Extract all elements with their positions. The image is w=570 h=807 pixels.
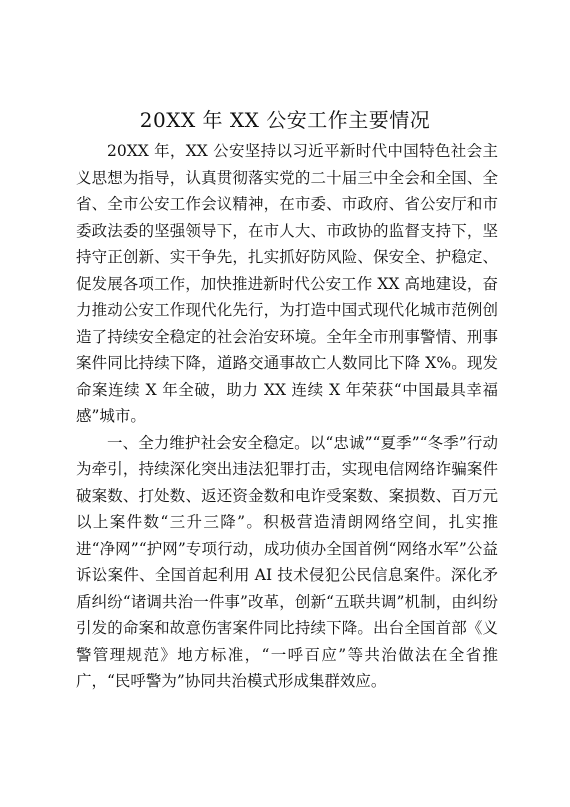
document-title: 20XX 年 XX 公安工作主要情况 — [139, 108, 431, 132]
paragraph-intro: 20XX 年，XX 公安坚持以习近平新时代中国特色社会主义思想为指导，认真贯彻落实党的二十届三中全会和全国、全省、全市公安工作会议精神，在市委、市政府、省公安厅和市委政法委的坚强领导下，在市人大、市政协的监督支持下，坚持守正创新、实干争先，扎实抓好防风险、保安全、护稳定、促发展各项工作，加快推进新时代公安工作 XX 高地建设，奋力推动公安工作现代化先行，为打造中国式现代化城市范例创造了持续安全稳定的社会治安环境。全年全市刑事警情、刑事案件同比持续下降，道路交通事故亡人数同比下降 X%。现发命案连续 X 年全破，助力 XX 连续 X 年荣获“中国最具幸福感”城市。 — [76, 142, 498, 425]
paragraph-section-1: 一、全力维护社会安全稳定。以“忠诚”“夏季”“冬季”行动为牵引，持续深化突出违法犯罪打击，实现电信网络诈骗案件破案数、打处数、返还资金数和电诈受案数、案损数、百万元以上案件数“三升三降”。积极营造清朗网络空间，扎实推进“净网”“护网”专项行动，成功侦办全国首例“网络水军”公益诉讼案件、全国首起利用 AI 技术侵犯公民信息案件。深化矛盾纠纷“诸调共治一件事”改革，创新“五联共调”机制，由纠纷引发的命案和故意伤害案件同比持续下降。出台全国首部《义警管理规范》地方标准，“一呼百应”等共治做法在全省推广，“民呼警为”协同共治模式形成集群效应。 — [76, 433, 498, 690]
document-body — [76, 138, 498, 695]
